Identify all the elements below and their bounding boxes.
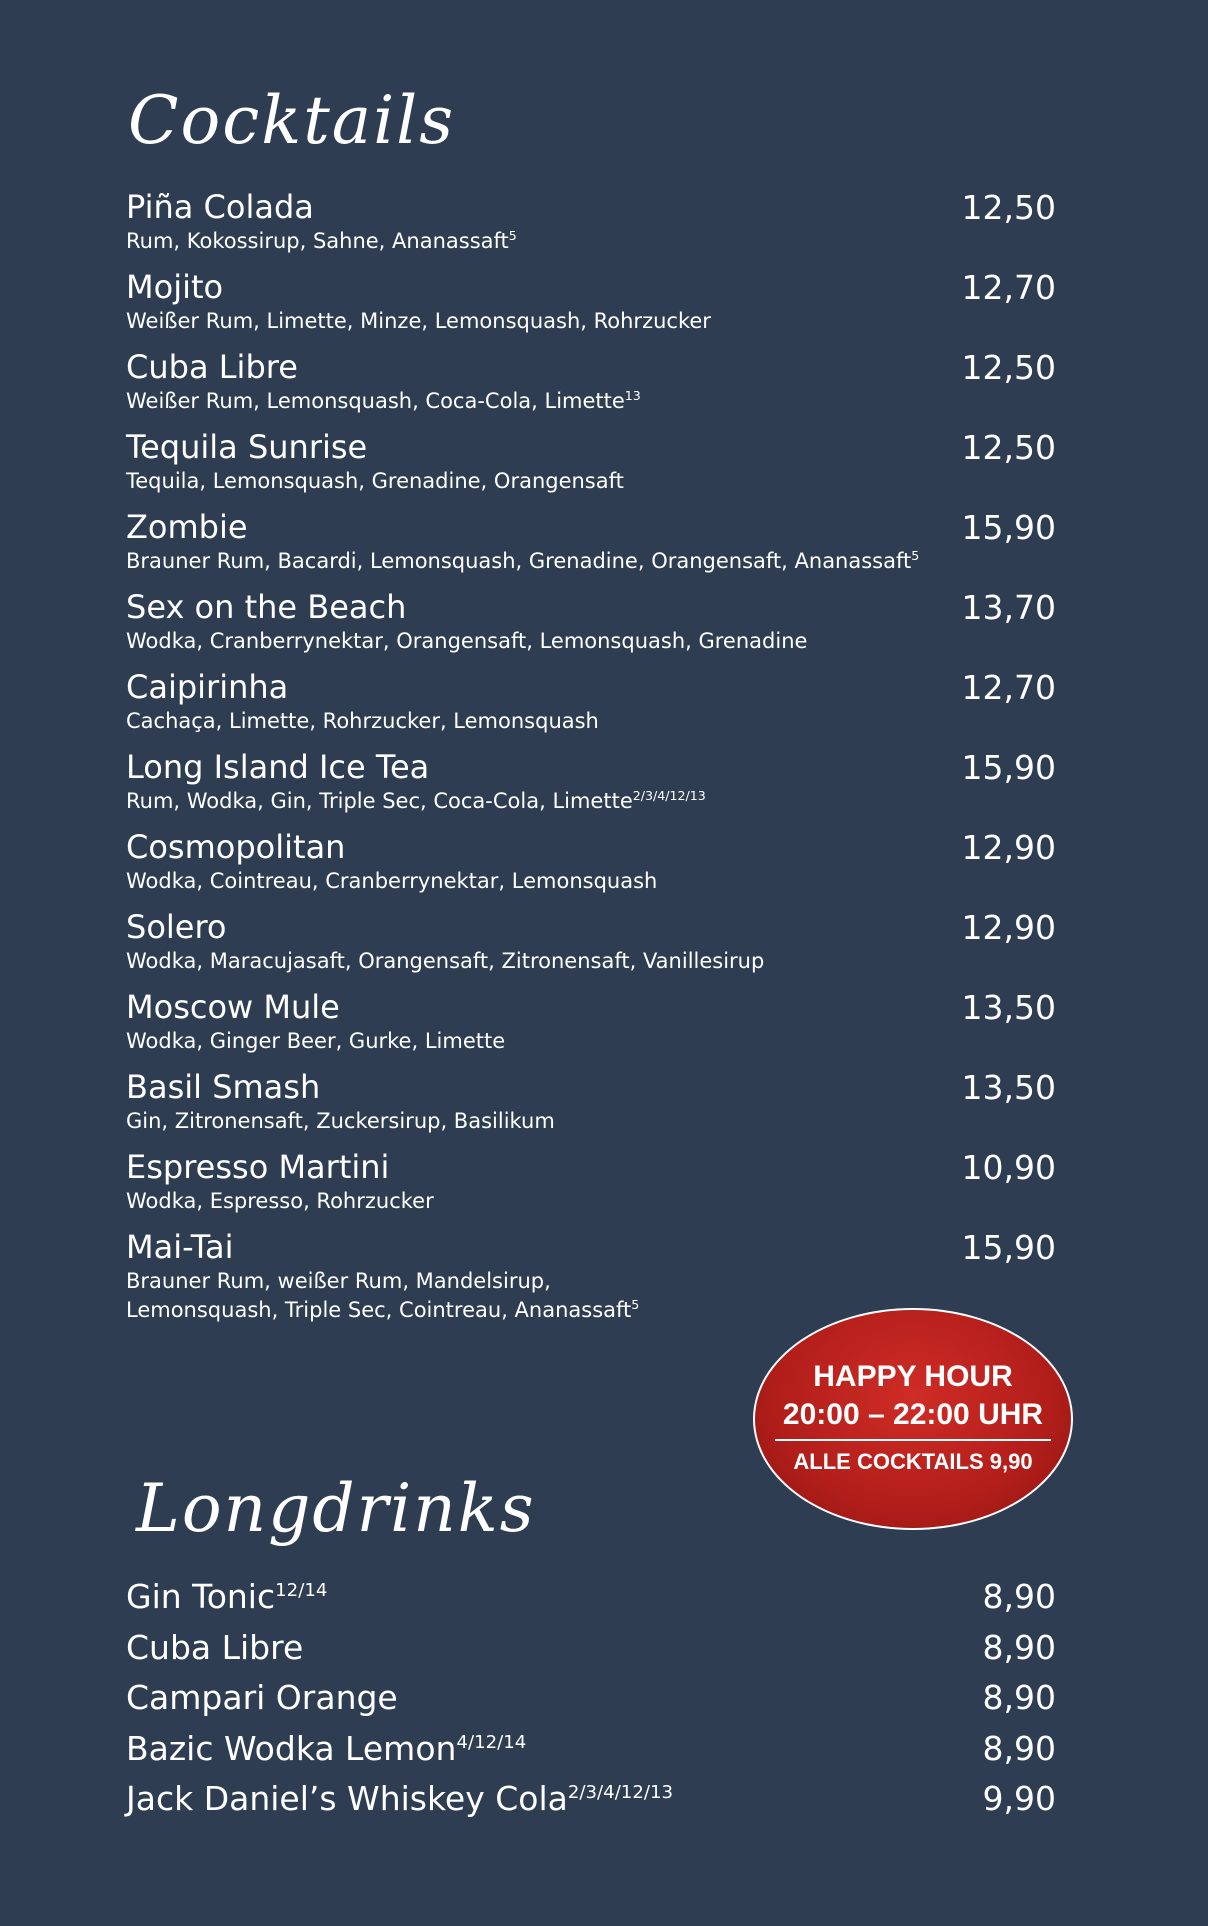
item-name: Long Island Ice Tea	[126, 748, 430, 786]
item-price: 15,90	[961, 1228, 1056, 1267]
item-name: Mojito	[126, 268, 224, 306]
item-price: 9,90	[982, 1779, 1056, 1818]
item-name: Campari Orange	[126, 1678, 398, 1717]
item-description: Wodka, Ginger Beer, Gurke, Limette	[126, 1029, 506, 1053]
item-price: 12,70	[961, 668, 1056, 707]
menu-item	[126, 1626, 1056, 1677]
happy-hour-time: 20:00 – 22:00 UHR	[782, 1398, 1044, 1431]
menu-item	[126, 907, 1056, 987]
menu-item	[126, 267, 1056, 347]
cocktails-section-title: Cocktails	[128, 82, 456, 159]
item-description: Gin, Zitronensaft, Zuckersirup, Basilikum	[126, 1109, 555, 1133]
allergen-note: 13	[624, 388, 641, 403]
item-name: Caipirinha	[126, 668, 289, 706]
happy-hour-title: HAPPY HOUR	[813, 1360, 1013, 1393]
item-name: Cuba Libre	[126, 1627, 304, 1667]
menu-item	[126, 1067, 1056, 1147]
item-name: Espresso Martini	[126, 1148, 390, 1186]
item-price: 12,50	[961, 188, 1056, 227]
item-description: Wodka, Cranberrynektar, Orangensaft, Lemonsquash, Grenadine	[126, 629, 808, 653]
item-name: Jack Daniel’s Whiskey Cola$^{2/3/4/12/13}$	[126, 1779, 674, 1818]
item-name: Zombie	[126, 508, 248, 546]
allergen-note: 12/14	[275, 1580, 328, 1601]
item-price: 13,50	[961, 988, 1056, 1027]
menu-item	[126, 187, 1056, 267]
item-price: 12,90	[961, 908, 1056, 947]
allergen-note: 5	[631, 1297, 640, 1312]
item-price: 8,90	[982, 1627, 1056, 1667]
item-description: Tequila, Lemonsquash, Grenadine, Orangensaft	[126, 469, 624, 493]
menu-item	[126, 667, 1056, 747]
menu-item	[126, 987, 1056, 1067]
longdrinks-section-title: Longdrinks	[136, 1470, 536, 1547]
item-name: Cosmopolitan	[126, 828, 346, 866]
allergen-note: 5	[911, 548, 920, 563]
item-description: Weißer Rum, Limette, Minze, Lemonsquash, Rohrzucker	[126, 309, 711, 333]
happy-hour-badge	[753, 1308, 1073, 1530]
menu-item	[126, 1676, 1056, 1727]
item-price: 12,70	[961, 268, 1056, 307]
item-description: Weißer Rum, Lemonsquash, Coca-Cola, Limette$^{13}$	[126, 388, 641, 413]
item-name: Gin Tonic$^{12/14}$	[126, 1577, 328, 1616]
item-price: 15,90	[961, 508, 1056, 547]
menu-item	[126, 507, 1056, 587]
item-description: Wodka, Cointreau, Cranberrynektar, Lemonsquash	[126, 869, 658, 893]
item-description: Cachaça, Limette, Rohrzucker, Lemonsquash	[126, 709, 599, 733]
item-price: 8,90	[982, 1678, 1056, 1717]
item-name: Bazic Wodka Lemon$^{4/12/14}$	[126, 1728, 527, 1768]
cocktail-list	[126, 187, 1056, 1337]
badge-divider	[775, 1439, 1051, 1441]
allergen-note: 5	[508, 228, 517, 243]
item-name: Piña Colada	[126, 188, 314, 226]
item-name: Sex on the Beach	[126, 588, 407, 626]
item-description: Wodka, Maracujasaft, Orangensaft, Zitronensaft, Vanillesirup	[126, 949, 765, 973]
menu-item	[126, 1147, 1056, 1227]
item-price: 12,50	[961, 348, 1056, 387]
item-price: 10,90	[961, 1148, 1056, 1187]
item-price: 13,70	[961, 588, 1056, 627]
item-description: Rum, Wodka, Gin, Triple Sec, Coca-Cola, Limette$^{2/3/4/12/13}$	[126, 788, 706, 813]
item-price: 8,90	[982, 1728, 1056, 1768]
item-description: Brauner Rum, Bacardi, Lemonsquash, Grenadine, Orangensaft, Ananassaft$^5$	[126, 548, 920, 573]
allergen-note: 4/12/14	[456, 1731, 527, 1753]
allergen-note: 2/3/4/12/13	[632, 788, 706, 803]
menu-item	[126, 587, 1056, 667]
menu-item	[126, 747, 1056, 827]
item-price: 15,90	[961, 748, 1056, 787]
menu-item	[126, 1575, 1056, 1626]
longdrink-list	[126, 1575, 1056, 1828]
item-price: 8,90	[982, 1577, 1056, 1616]
item-description: Brauner Rum, weißer Rum, Mandelsirup, Lemonsquash, Triple Sec, Cointreau, Ananassaft$^5$	[126, 1269, 640, 1322]
happy-hour-offer: ALLE COCKTAILS 9,90	[793, 1449, 1033, 1474]
item-name: Tequila Sunrise	[126, 428, 368, 466]
item-price: 12,50	[961, 428, 1056, 467]
item-price: 13,50	[961, 1068, 1056, 1107]
item-description: Wodka, Espresso, Rohrzucker	[126, 1189, 434, 1213]
item-price: 12,90	[961, 828, 1056, 867]
menu-item	[126, 1777, 1056, 1828]
item-name: Basil Smash	[126, 1068, 321, 1106]
item-name: Solero	[126, 908, 227, 946]
menu-item	[126, 427, 1056, 507]
menu-item	[126, 347, 1056, 427]
item-name: Moscow Mule	[126, 988, 340, 1026]
item-description: Rum, Kokossirup, Sahne, Ananassaft$^5$	[126, 228, 517, 253]
menu-item	[126, 1727, 1056, 1778]
menu-item	[126, 827, 1056, 907]
item-name: Mai-Tai	[126, 1228, 234, 1266]
allergen-note: 2/3/4/12/13	[567, 1782, 674, 1803]
item-name: Cuba Libre	[126, 348, 298, 386]
